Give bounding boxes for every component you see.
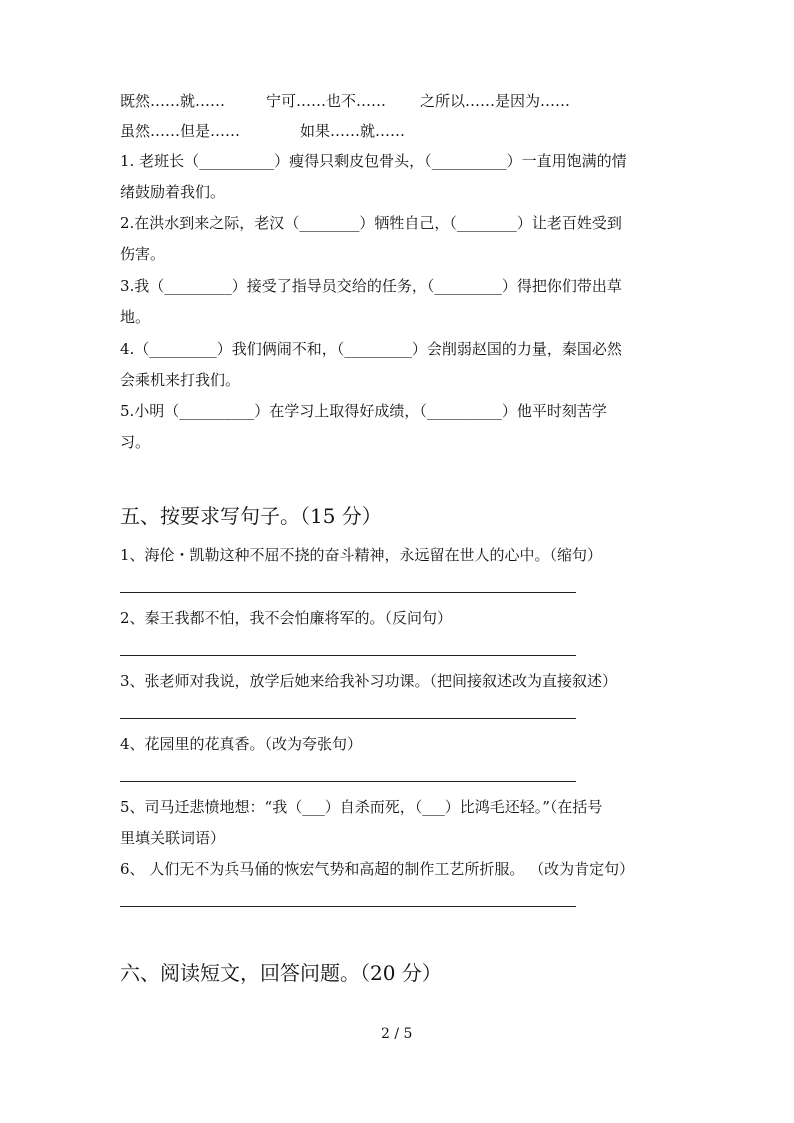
- fill-in-question-2: 2.在洪水到来之际，老汉（________）牺牲自己，（________）让老百姓受到: [120, 214, 622, 232]
- rewrite-question-5: 5、司马迁悲愤地想：“我（___）自杀而死，（___）比鸿毛还轻。”（在括号: [120, 798, 603, 816]
- rewrite-question-3: 3、张老师对我说，放学后她来给我补习功课。（把间接叙述改为直接叙述）: [120, 672, 618, 690]
- conjunction-option: 既然……就……: [120, 92, 226, 110]
- answer-line-3[interactable]: [120, 718, 576, 719]
- answer-line-2[interactable]: [120, 655, 576, 656]
- fill-in-question-4: 4.（_________）我们俩闹不和，（_________）会削弱赵国的力量，秦国必然: [120, 340, 622, 358]
- fill-in-question-1-cont: 绪鼓励着我们。: [120, 183, 226, 201]
- answer-line-4[interactable]: [120, 781, 576, 782]
- rewrite-question-6: 6、 人们无不为兵马俑的恢宏气势和高超的制作工艺所折服。 （改为肯定句）: [120, 860, 635, 878]
- answer-line-6[interactable]: [120, 906, 576, 907]
- fill-in-question-5: 5.小明（__________）在学习上取得好成绩，（__________）他平时刻苦学: [120, 402, 607, 420]
- rewrite-question-5-cont: 里填关联词语）: [120, 829, 226, 847]
- rewrite-question-1: 1、海伦・凯勒这种不屈不挠的奋斗精神，永远留在世人的心中。（缩句）: [120, 546, 603, 564]
- answer-line-1[interactable]: [120, 592, 576, 593]
- fill-in-question-5-cont: 习。: [120, 433, 151, 451]
- conjunction-option: 如果……就……: [300, 122, 406, 140]
- rewrite-question-2: 2、秦王我都不怕，我不会怕廉将军的。（反问句）: [120, 609, 453, 627]
- conjunction-option: 之所以……是因为……: [420, 92, 571, 110]
- fill-in-question-3: 3.我（_________）接受了指导员交给的任务，（_________）得把你们带出草: [120, 277, 622, 295]
- fill-in-question-3-cont: 地。: [120, 308, 151, 326]
- section-6-heading: 六、阅读短文，回答问题。（20 分）: [120, 961, 442, 985]
- rewrite-question-4: 4、花园里的花真香。（改为夸张句）: [120, 735, 363, 753]
- section-5-heading: 五、按要求写句子。（15 分）: [120, 504, 382, 528]
- fill-in-question-4-cont: 会乘机来打我们。: [120, 371, 241, 389]
- page-number: 2 / 5: [381, 1026, 413, 1042]
- conjunction-option: 宁可……也不……: [266, 92, 387, 110]
- fill-in-question-2-cont: 伤害。: [120, 245, 166, 263]
- conjunction-option: 虽然……但是……: [120, 122, 241, 140]
- fill-in-question-1: 1. 老班长（__________）瘦得只剩皮包骨头，（__________）一直用饱满的情: [120, 152, 627, 170]
